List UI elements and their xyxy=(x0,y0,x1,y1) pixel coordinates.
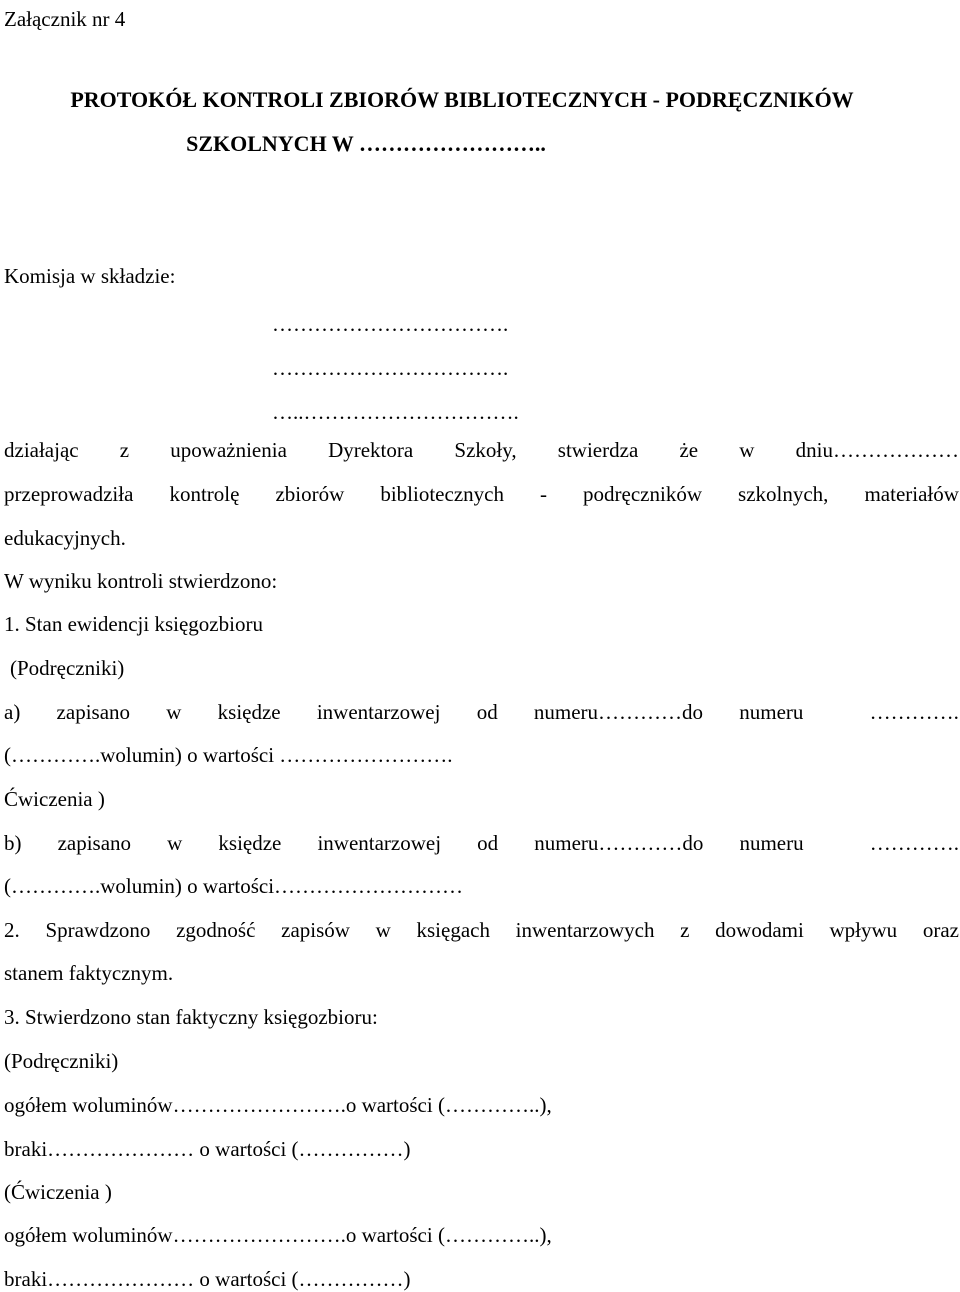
word: numeru…………do xyxy=(533,700,704,724)
word: …………. xyxy=(869,700,959,724)
title-line-2: SZKOLNYCH W …………………….. xyxy=(186,131,546,156)
commission-member-line-1: ……………………………. xyxy=(272,312,509,336)
word: zgodność xyxy=(176,918,256,942)
word: upoważnienia xyxy=(170,438,287,462)
word: zbiorów xyxy=(275,482,345,506)
word: w xyxy=(167,831,183,855)
word: b) xyxy=(4,831,22,855)
word: Sprawdzono xyxy=(45,918,151,942)
section-1-b-line xyxy=(4,830,959,856)
section-3-textbooks-label: (Podręczniki) xyxy=(4,1049,119,1073)
word: księdze xyxy=(217,700,281,724)
word: z xyxy=(119,438,130,462)
intro-line-1 xyxy=(4,437,959,463)
section-1-textbooks-label: (Podręczniki) xyxy=(10,656,125,680)
section-3-heading: 3. Stwierdzono stan faktyczny księgozbioru: xyxy=(4,1005,378,1029)
word: od xyxy=(477,831,499,855)
section-1-a-line xyxy=(4,699,959,725)
section-1-a-continuation: (………….wolumin) o wartości ……………………. xyxy=(4,743,453,767)
word: kontrolę xyxy=(169,482,240,506)
word: od xyxy=(476,700,498,724)
word: w xyxy=(166,700,182,724)
word: Dyrektora xyxy=(328,438,414,462)
word: numeru…………do xyxy=(534,831,704,855)
word: przeprowadziła xyxy=(4,482,134,506)
word: szkolnych, xyxy=(738,482,829,506)
word: zapisano xyxy=(57,831,132,855)
word: inwentarzowej xyxy=(317,831,442,855)
section-2-line-1 xyxy=(4,917,959,943)
section-3-exercises-total: ogółem woluminów…………………….o wartości (…………..), xyxy=(4,1223,552,1247)
word: że xyxy=(679,438,699,462)
word: zapisano xyxy=(56,700,131,724)
word: z xyxy=(680,918,690,942)
word: inwentarzowej xyxy=(316,700,441,724)
section-1-heading: 1. Stan ewidencji księgozbioru xyxy=(4,612,263,636)
word: oraz xyxy=(922,918,959,942)
commission-member-line-3: …..…………………………. xyxy=(272,400,519,424)
section-3-textbooks-missing: braki………………… o wartości (……………) xyxy=(4,1137,411,1161)
section-3-exercises-missing: braki………………… o wartości (……………) xyxy=(4,1267,411,1291)
intro-line-2 xyxy=(4,481,959,507)
word: Szkoły, xyxy=(454,438,517,462)
word: w xyxy=(375,918,391,942)
word: 2. xyxy=(4,918,20,942)
word: numeru xyxy=(739,700,804,724)
word: dniu……………… xyxy=(795,438,959,462)
word: wpływu xyxy=(829,918,898,942)
intro-line-3: edukacyjnych. xyxy=(4,526,126,550)
result-heading: W wyniku kontroli stwierdzono: xyxy=(4,569,278,593)
word: w xyxy=(739,438,755,462)
commission-member-line-2: ……………………………. xyxy=(272,356,509,380)
commission-label: Komisja w składzie: xyxy=(4,264,176,288)
word: a) xyxy=(4,700,21,724)
section-2-line-2: stanem faktycznym. xyxy=(4,961,174,985)
word: …………. xyxy=(869,831,959,855)
word: księdze xyxy=(218,831,282,855)
word: zapisów xyxy=(281,918,350,942)
attachment-label: Załącznik nr 4 xyxy=(4,7,126,31)
word: numeru xyxy=(739,831,804,855)
section-1-b-continuation: (………….wolumin) o wartości……………………… xyxy=(4,874,464,898)
word: - xyxy=(540,482,547,506)
word: bibliotecznych xyxy=(380,482,504,506)
word: dowodami xyxy=(715,918,804,942)
section-3-textbooks-total: ogółem woluminów…………………….o wartości (…………..), xyxy=(4,1093,552,1117)
section-3-exercises-label: (Ćwiczenia ) xyxy=(4,1180,112,1204)
word: inwentarzowych xyxy=(515,918,655,942)
word: materiałów xyxy=(864,482,959,506)
section-1-exercises-label: Ćwiczenia ) xyxy=(4,787,105,811)
title-line-1: PROTOKÓŁ KONTROLI ZBIORÓW BIBLIOTECZNYCH - PODRĘCZNIKÓW xyxy=(70,87,854,112)
word: podręczników xyxy=(583,482,702,506)
word: stwierdza xyxy=(557,438,639,462)
word: księgach xyxy=(416,918,490,942)
word: działając xyxy=(4,438,79,462)
